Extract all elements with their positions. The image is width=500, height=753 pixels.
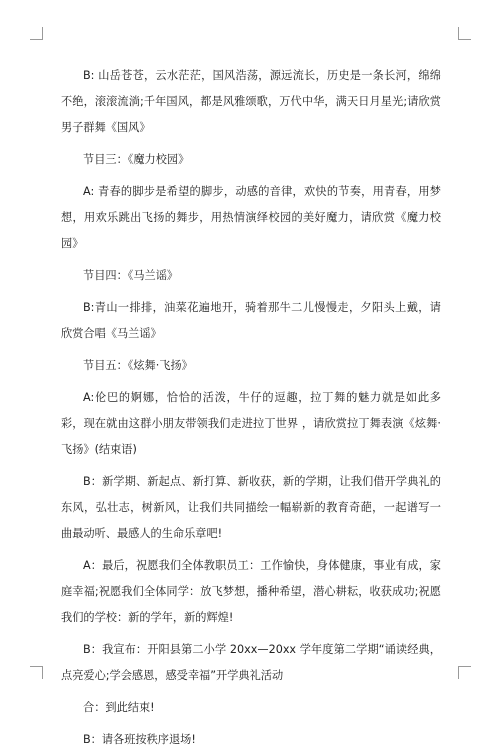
document-body — [61, 63, 441, 753]
paragraph-magic-campus: A: 青春的脚步是希望的脚步，动感的音律，欢快的节奏，用青春，用梦想，用欢乐跳出飞扬的舞步，用热情演绎校园的美好魔力，请欣赏《魔力校园》 — [61, 185, 441, 250]
paragraph-blessings: A：最后，祝愿我们全体教职员工：工作愉快，身体健康，事业有成，家庭幸福;祝愿我们全体同学：放飞梦想，播种希望，潜心耕耘，收获成功;祝愿我们的学校：新的学年，新的辉煌! — [61, 559, 441, 624]
paragraph-new-semester: B：新学期、新起点、新打算、新收获，新的学期，让我们借开学典礼的东风，弘壮志，树新风，让我们共同描绘一幅崭新的教育奇葩，一起谱写一曲最动听、最感人的生命乐章吧! — [61, 475, 441, 540]
program-title-4: 节目四：《马兰谣》 — [83, 269, 179, 282]
crop-mark-top-right — [458, 27, 471, 40]
paragraph-malan-yao: B:青山一排排，油菜花遍地开，骑着那牛二儿慢慢走，夕阳头上戴，请欣赏合唱《马兰谣》 — [61, 301, 441, 340]
program-title-3: 节目三：《魔力校园》 — [83, 153, 190, 166]
paragraph-closing: 合：到此结束! — [83, 701, 155, 714]
paragraph-exit: B：请各班按秩序退场! — [83, 733, 196, 746]
crop-mark-bottom-left — [30, 666, 43, 679]
paragraph-guofeng-intro: B: 山岳苍苍，云水茫茫，国风浩荡，源远流长，历史是一条长河，绵绵不绝，滚滚流淌;千年国风，都是风雅颂歌，万代中华，满天日月星光;请欣赏男子群舞《国风》 — [61, 69, 441, 134]
crop-mark-top-left — [30, 27, 43, 40]
paragraph-announcement: B：我宣布：开阳县第二小学 20xx—20xx 学年度第二学期“诵读经典，点亮爱心;学会感恩，感受幸福”开学典礼活动 — [61, 643, 441, 682]
crop-mark-bottom-right — [458, 666, 471, 679]
paragraph-latin-dance: A:伦巴的婀娜，恰恰的活泼，牛仔的逗趣，拉丁舞的魅力就是如此多彩，现在就由这群小朋友带领我们走进拉丁世界 ，请欣赏拉丁舞表演《炫舞·飞扬》(结束语) — [61, 391, 441, 456]
program-title-5: 节目五：《炫舞·飞扬》 — [83, 359, 193, 372]
